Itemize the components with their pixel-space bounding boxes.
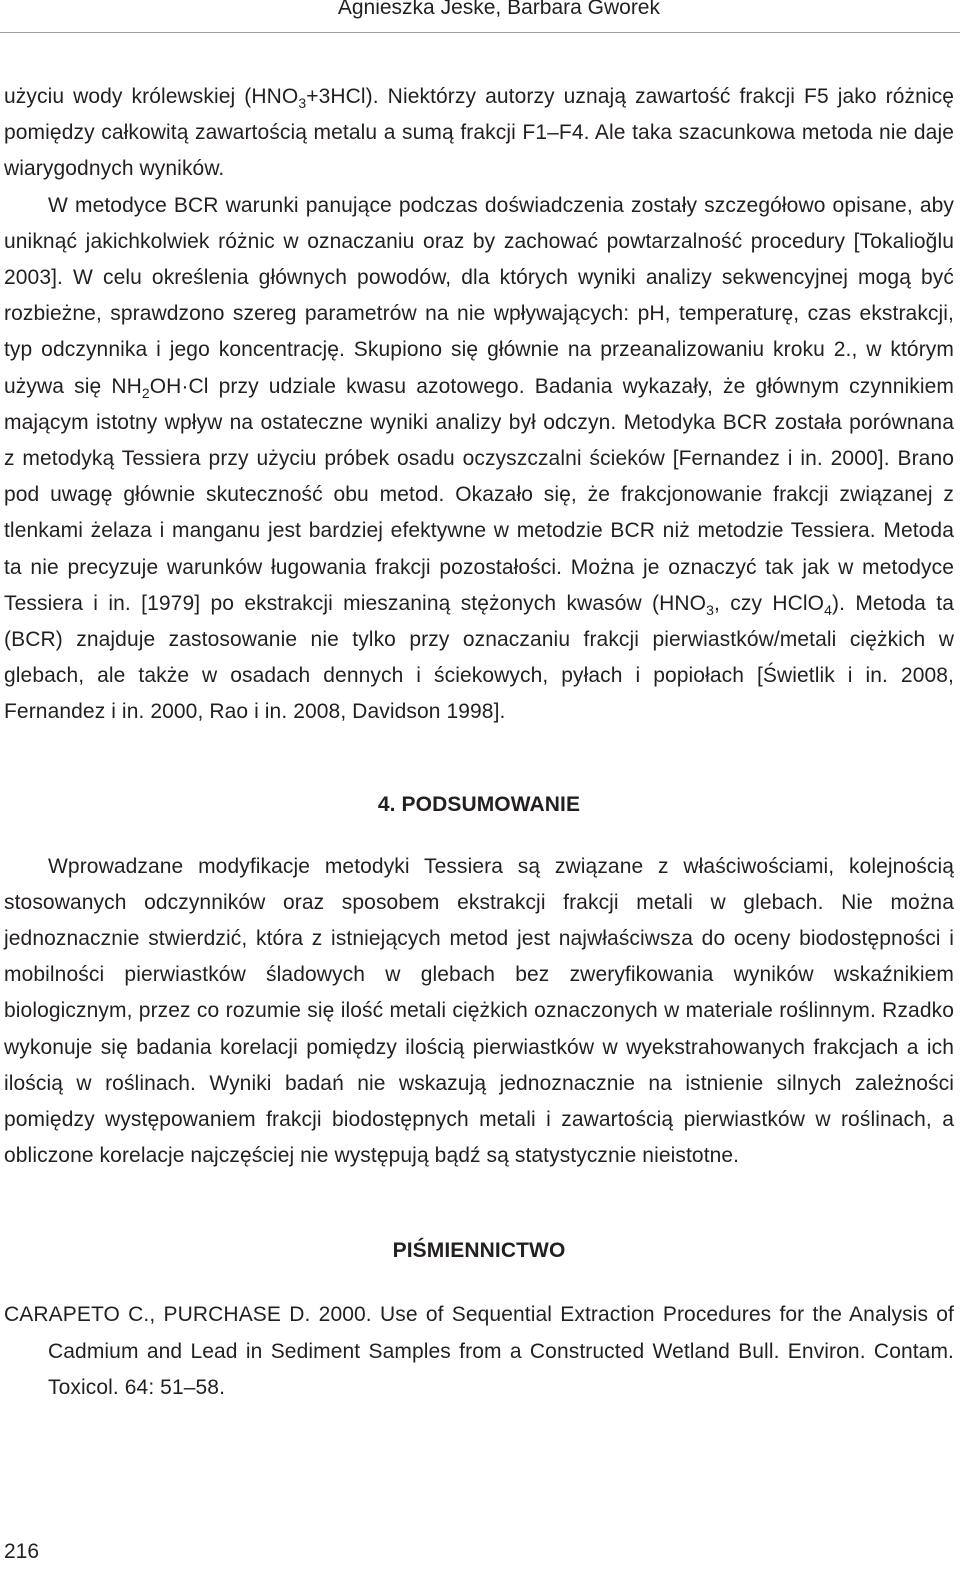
paragraph-text: użyciu wody królewskiej (HNO bbox=[4, 85, 299, 108]
paragraph-text: ). Metoda ta (BCR) znajduje zastosowanie nie tylko przy oznaczaniu frakcji pierwiastków/metali ciężkich w glebach, ale także w osadach dennych i ściekowych, pyłach i popiołach [Świetlik i in. 2008, Fernandez i in. 2000, Rao i in. 2008, Davidson 1998]. bbox=[4, 591, 954, 724]
subscript: 3 bbox=[706, 601, 714, 618]
paragraph-text: OH·Cl przy udziale kwasu azotowego. Badania wykazały, że głównym czynnikiem mającym istotny wpływ na ostateczne wyniki analizy był odczyn. Metodyka BCR została porównana z metodyką Tessiera przy użyciu próbek osadu oczyszczalni ścieków [Fernandez i in. 2000]. Brano pod uwagę głównie skuteczność obu metod. Okazało się, że frakcjonowanie frakcji związanej z tlenkami żelaza i manganu jest bardziej efektywne w metodzie BCR niż metodzie Tessiera. Metoda ta nie precyzuje warunków ługowania frakcji pozostałości. Można je oznaczyć tak jak w metodyce Tessiera i in. [1979] po ekstrakcji mieszaniną stężonych kwasów (HNO bbox=[4, 374, 954, 615]
page-number: 216 bbox=[4, 1540, 40, 1563]
section-heading-summary: 4. PODSUMOWANIE bbox=[377, 792, 581, 816]
reference-entry: CARAPETO C., PURCHASE D. 2000. Use of Sequential Extraction Procedures for the Analysis of Cadmium and Lead in Sediment Samples from a Constructed Wetland Bull. Environ. Contam. Toxicol. 64: 51–58. bbox=[4, 1303, 954, 1399]
paragraph-text: W metodyce BCR warunki panujące podczas doświadczenia zostały szczegółowo opisane, aby uniknąć jakichkolwiek różnic w oznaczaniu oraz by zachować powtarzalność procedury [Tokalioğlu 2003]. W celu określenia głównych powodów, dla których wyniki analizy sekwencyjnej mogą być rozbieżne, sprawdzono szereg parametrów na nie wpływających: pH, temperaturę, czas ekstrakcji, typ odczynnika i jego koncentrację. Skupiono się głównie na przeanalizowaniu kroku 2., w którym używa się NH bbox=[4, 193, 954, 398]
paragraph-text: +3HCl). Niektórzy autorzy uznają zawartość frakcji F5 jako różnicę pomiędzy całkowitą zawartością metalu a sumą frakcji F1–F4. Ale taka szacunkowa metoda nie daje wiarygodnych wyników. bbox=[4, 85, 955, 181]
section-heading-references: PIŚMIENNICTWO bbox=[392, 1239, 566, 1263]
subscript: 3 bbox=[298, 95, 307, 111]
subscript: 4 bbox=[824, 601, 832, 618]
paragraph-text: , czy HClO bbox=[714, 591, 825, 615]
running-header bbox=[0, 0, 960, 36]
paragraph-summary: Wprowadzane modyfikacje metodyki Tessiera są związane z właściwościami, kolejnością stosowanych odczynników oraz sposobem ekstrakcji frakcji metali w glebach. Nie można jednoznacznie stwierdzić, która z istniejących metod jest najwłaściwsza do oceny biodostępności i mobilności pierwiastków śladowych w glebach bez zweryfikowania wyników wskaźnikiem biologicznym, przez co rozumie się ilość metali ciężkich oznaczonych w materiale roślinnym. Rzadko wykonuje się badania korelacji pomiędzy ilością pierwiastków w wyekstrahowanych frakcjach a ich ilością w roślinach. Wyniki badań nie wskazują jednoznacznie na istnienie silnych zależności pomiędzy występowaniem frakcji biodostępnych metali i zawartością pierwiastków w roślinach, a obliczone korelacje najczęściej nie występują bądź są statystycznie nieistotne. bbox=[4, 854, 954, 1168]
subscript: 2 bbox=[141, 384, 150, 401]
paragraph-bcr-method bbox=[4, 188, 954, 731]
page-body bbox=[4, 79, 954, 1406]
paragraph-continuation bbox=[4, 79, 954, 188]
header-divider bbox=[0, 32, 960, 33]
header-authors: Agnieszka Jeske, Barbara Gworek bbox=[337, 0, 660, 19]
